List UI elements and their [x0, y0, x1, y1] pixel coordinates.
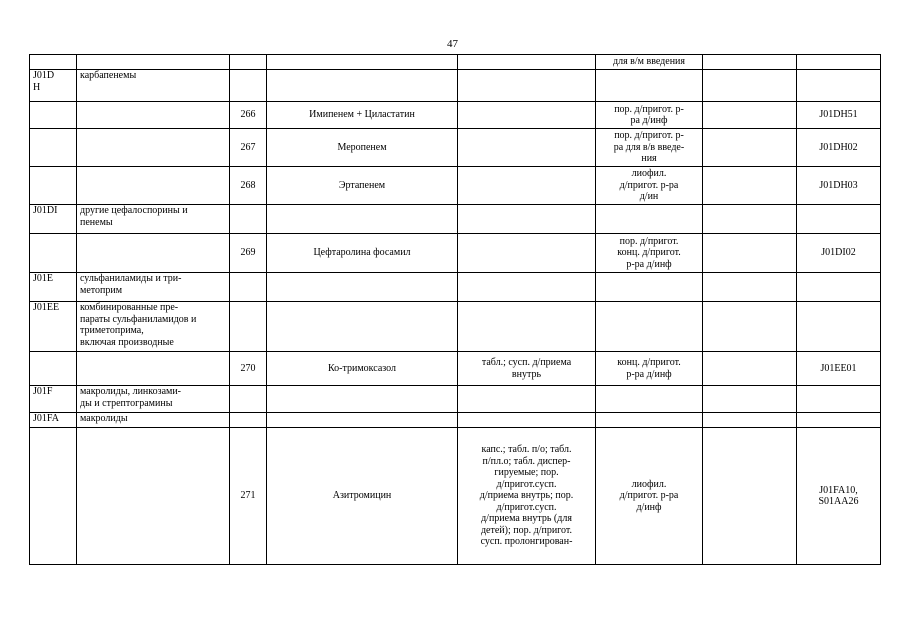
drug-name-cell — [267, 55, 458, 70]
dosage-form-cell — [458, 205, 596, 234]
table-row — [30, 102, 881, 129]
code-cell: J01DH02 — [797, 129, 881, 167]
group-name-cell — [77, 129, 230, 167]
dosage-form-cell: капс.; табл. п/о; табл. п/пл.о; табл. диспер- гируемые; пор. д/пригот.сусп. д/приема внутрь; пор. д/пригот.сусп. д/приема внутрь (для детей); пор. д/пригот. сусп. пролонгирован- — [458, 428, 596, 565]
row-number-cell: 267 — [230, 129, 267, 167]
dosage-form-cell: пор. д/пригот. конц. д/пригот. р-ра д/инф — [596, 234, 703, 273]
dosage-form-cell: конц. д/пригот. р-ра д/инф — [596, 352, 703, 386]
extra-cell — [703, 205, 797, 234]
dosage-form-cell — [596, 70, 703, 102]
table-row — [30, 273, 881, 302]
extra-cell — [703, 167, 797, 205]
atc-code-cell: J01EE — [30, 302, 77, 352]
dosage-form-cell: лиофил. д/пригот. р-ра д/инф — [596, 428, 703, 565]
code-cell: J01DI02 — [797, 234, 881, 273]
drug-name-cell — [267, 273, 458, 302]
table-row — [30, 129, 881, 167]
dosage-form-cell — [596, 205, 703, 234]
group-name-cell: комбинированные пре- параты сульфаниламидов и триметоприма, включая производные — [77, 302, 230, 352]
dosage-form-cell — [458, 129, 596, 167]
drug-name-cell — [267, 205, 458, 234]
code-cell: J01DH03 — [797, 167, 881, 205]
drug-name-cell — [267, 413, 458, 428]
table-row — [30, 386, 881, 413]
group-name-cell: макролиды, линкозами- ды и стрептограмины — [77, 386, 230, 413]
atc-code-cell — [30, 167, 77, 205]
extra-cell — [703, 234, 797, 273]
drug-name-cell — [267, 386, 458, 413]
dosage-form-cell — [458, 167, 596, 205]
code-cell: J01EE01 — [797, 352, 881, 386]
atc-code-cell — [30, 102, 77, 129]
row-number-cell — [230, 386, 267, 413]
dosage-form-cell — [458, 234, 596, 273]
drug-name-cell: Цефтаролина фосамил — [267, 234, 458, 273]
group-name-cell: карбапенемы — [77, 70, 230, 102]
code-cell — [797, 413, 881, 428]
row-number-cell: 269 — [230, 234, 267, 273]
group-name-cell: сульфаниламиды и три- метоприм — [77, 273, 230, 302]
dosage-form-cell — [596, 302, 703, 352]
drug-name-cell: Имипенем + Циластатин — [267, 102, 458, 129]
atc-code-cell — [30, 352, 77, 386]
table-row — [30, 167, 881, 205]
group-name-cell — [77, 352, 230, 386]
extra-cell — [703, 70, 797, 102]
page-number: 47 — [447, 38, 458, 50]
dosage-form-cell — [596, 413, 703, 428]
group-name-cell — [77, 55, 230, 70]
extra-cell — [703, 129, 797, 167]
drug-name-cell: Ко-тримоксазол — [267, 352, 458, 386]
atc-code-cell: J01D H — [30, 70, 77, 102]
dosage-form-cell — [458, 302, 596, 352]
drug-name-cell — [267, 70, 458, 102]
dosage-form-cell: табл.; сусп. д/приема внутрь — [458, 352, 596, 386]
atc-code-cell — [30, 428, 77, 565]
dosage-form-cell — [458, 413, 596, 428]
dosage-form-cell — [458, 273, 596, 302]
group-name-cell: другие цефалоспорины и пенемы — [77, 205, 230, 234]
row-number-cell: 266 — [230, 102, 267, 129]
dosage-form-cell — [458, 386, 596, 413]
table-row — [30, 302, 881, 352]
dosage-form-cell: для в/м введения — [596, 55, 703, 70]
row-number-cell: 271 — [230, 428, 267, 565]
code-cell — [797, 273, 881, 302]
code-cell: J01FA10, S01AA26 — [797, 428, 881, 565]
row-number-cell — [230, 302, 267, 352]
table-row — [30, 205, 881, 234]
extra-cell — [703, 55, 797, 70]
row-number-cell — [230, 273, 267, 302]
atc-code-cell — [30, 129, 77, 167]
row-number-cell — [230, 205, 267, 234]
extra-cell — [703, 273, 797, 302]
table-row — [30, 234, 881, 273]
row-number-cell — [230, 70, 267, 102]
drug-table — [29, 54, 881, 565]
dosage-form-cell: пор. д/пригот. р- ра д/инф — [596, 102, 703, 129]
atc-code-cell — [30, 55, 77, 70]
dosage-form-cell: лиофил. д/пригот. р-ра д/ин — [596, 167, 703, 205]
dosage-form-cell — [596, 273, 703, 302]
extra-cell — [703, 386, 797, 413]
code-cell — [797, 302, 881, 352]
table-row — [30, 352, 881, 386]
atc-code-cell — [30, 234, 77, 273]
drug-name-cell: Азитромицин — [267, 428, 458, 565]
row-number-cell — [230, 413, 267, 428]
extra-cell — [703, 428, 797, 565]
extra-cell — [703, 302, 797, 352]
dosage-form-cell — [596, 386, 703, 413]
group-name-cell: макролиды — [77, 413, 230, 428]
row-number-cell: 268 — [230, 167, 267, 205]
group-name-cell — [77, 102, 230, 129]
atc-code-cell: J01F — [30, 386, 77, 413]
group-name-cell — [77, 234, 230, 273]
table-row — [30, 70, 881, 102]
extra-cell — [703, 102, 797, 129]
group-name-cell — [77, 167, 230, 205]
row-number-cell — [230, 55, 267, 70]
atc-code-cell: J01FA — [30, 413, 77, 428]
code-cell — [797, 70, 881, 102]
code-cell — [797, 55, 881, 70]
code-cell: J01DH51 — [797, 102, 881, 129]
code-cell — [797, 205, 881, 234]
atc-code-cell: J01DI — [30, 205, 77, 234]
table-row — [30, 413, 881, 428]
drug-name-cell: Эртапенем — [267, 167, 458, 205]
group-name-cell — [77, 428, 230, 565]
table-row — [30, 55, 881, 70]
code-cell — [797, 386, 881, 413]
dosage-form-cell — [458, 102, 596, 129]
drug-name-cell: Меропенем — [267, 129, 458, 167]
table-row — [30, 428, 881, 565]
drug-name-cell — [267, 302, 458, 352]
extra-cell — [703, 352, 797, 386]
dosage-form-cell: пор. д/пригот. р- ра для в/в введе- ния — [596, 129, 703, 167]
row-number-cell: 270 — [230, 352, 267, 386]
atc-code-cell: J01E — [30, 273, 77, 302]
dosage-form-cell — [458, 70, 596, 102]
extra-cell — [703, 413, 797, 428]
dosage-form-cell — [458, 55, 596, 70]
